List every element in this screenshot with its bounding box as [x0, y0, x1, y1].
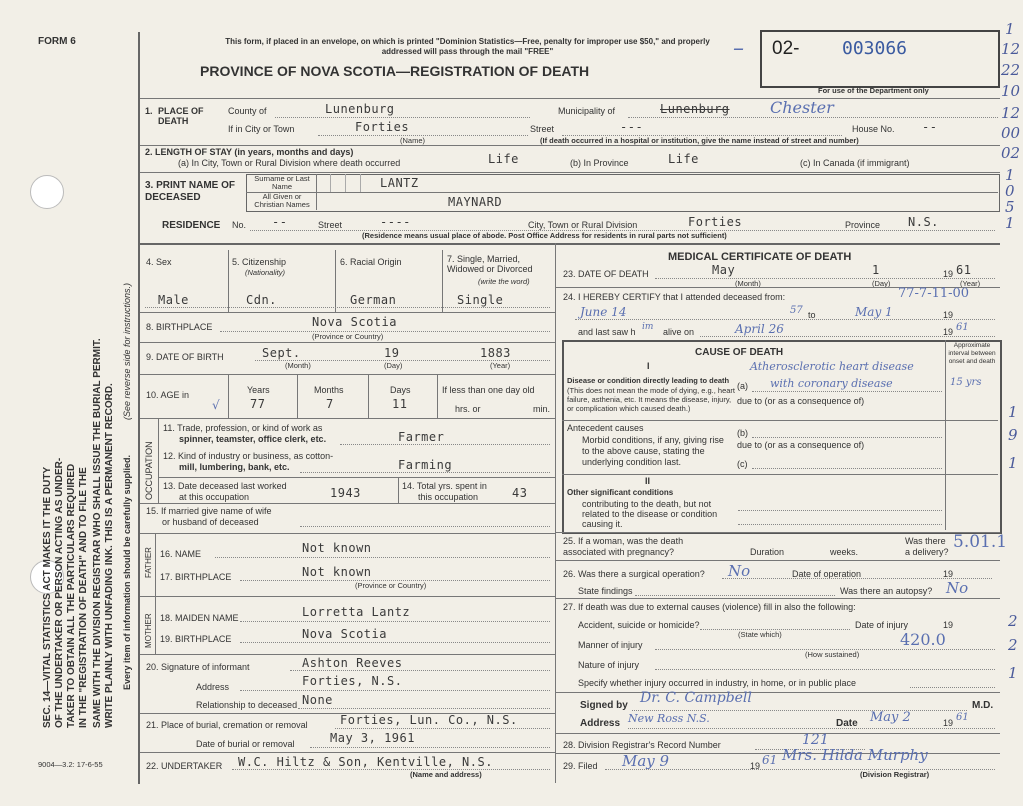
trade-value: Farmer [398, 430, 445, 444]
residence-label: RESIDENCE [162, 220, 221, 231]
dob-year-label: (Year) [490, 361, 511, 370]
how-label: (How sustained) [805, 650, 860, 659]
date-injury-label: Date of injury [855, 620, 909, 630]
dept-use: For use of the Department only [818, 86, 929, 95]
signed-hw: Dr. C. Campbell [640, 690, 752, 706]
last-saw-label: and last saw h [578, 327, 636, 337]
rule [555, 598, 1000, 599]
rule [437, 374, 438, 418]
rule [335, 728, 550, 729]
filed-yr-prefix: 19 [750, 761, 761, 771]
residence-city: Forties [688, 215, 743, 229]
side-notice-line1: SEC. 14—VITAL STATISTICS ACT MAKES IT THE DUTY [42, 466, 53, 728]
margin-num-16: 1 [1008, 664, 1018, 682]
sig-date-hw: May 2 [870, 710, 911, 725]
surname-value: LANTZ [380, 176, 419, 190]
given-value: MAYNARD [448, 195, 503, 209]
rule [655, 278, 995, 279]
racial-label: 6. Racial Origin [340, 257, 402, 267]
margin-num-10: 1 [1005, 214, 1015, 232]
rule [368, 374, 369, 418]
undertaker-label: 22. UNDERTAKER [146, 761, 223, 771]
rule [340, 444, 550, 445]
side-notice-line7: Every item of information should be carefully supplied. [122, 454, 132, 690]
residence-city-label: City, Town or Rural Division [528, 220, 638, 230]
due-to-a: due to (or as a consequence of) [737, 396, 865, 406]
rule [442, 250, 443, 312]
residence-note: (Residence means usual place of abode. Post Office Address for residents in rural parts not sufficient) [362, 231, 727, 240]
cause-a-hw: Atherosclerotic heart disease [750, 360, 914, 373]
industry-label: 12. Kind of industry or business, as cotton- [163, 451, 334, 461]
last-worked-value: 1943 [330, 486, 361, 500]
stay-b-label: (b) In Province [570, 158, 629, 168]
rule [140, 533, 555, 534]
birthplace-value: Nova Scotia [312, 315, 397, 329]
municipality-label: Municipality of [558, 106, 616, 116]
filed-hw: May 9 [622, 752, 670, 770]
rule [240, 690, 550, 691]
filed-label: 29. Filed [563, 761, 598, 771]
immediate-label: Disease or condition directly leading to death [567, 376, 730, 385]
due-to-b: due to (or as a consequence of) [737, 440, 865, 450]
medical-title: MEDICAL CERTIFICATE OF DEATH [668, 251, 852, 263]
industry-value: Farming [398, 458, 453, 472]
place-label: PLACE OF DEATH [158, 106, 204, 126]
dob-year: 1883 [480, 346, 511, 360]
side-notice-line6: WRITE PLAINLY WITH UNFADING INK. THIS IS A PERMANENT RECORD. [104, 383, 115, 728]
findings-label: State findings [578, 586, 633, 596]
rule [158, 477, 555, 478]
cause-b-label: (b) [737, 428, 748, 438]
rule [562, 474, 998, 475]
dod-day-label: (Day) [872, 279, 891, 288]
father-birthplace-label: 17. BIRTHPLACE [160, 572, 232, 582]
rule [910, 687, 995, 688]
rule [246, 192, 998, 193]
delivery-label: Was there a delivery? [905, 536, 949, 557]
hospital-note: (If death occurred in a hospital or institution, give the name instead of street and number) [540, 136, 859, 145]
marital-value: Single [457, 293, 504, 307]
mother-birthplace: Nova Scotia [302, 627, 387, 641]
days-value: 11 [392, 397, 408, 411]
dod-year-prefix: 19 [943, 269, 954, 279]
rule [240, 642, 550, 643]
last-worked-label: 13. Date deceased last worked [163, 481, 287, 491]
woman-label: 25. If a woman, was the death associated with pregnancy? [563, 536, 684, 557]
cause-a-interval: 15 yrs [950, 377, 982, 388]
birthplace-sub: (Province or Country) [312, 332, 384, 341]
hrs-label: hrs. or [455, 404, 481, 414]
form-id: FORM 6 [38, 36, 76, 47]
rule [316, 174, 317, 210]
margin-num-3: 10 [1001, 82, 1021, 100]
street-value: --- [620, 120, 644, 134]
rule [140, 503, 555, 504]
municipality-value: Lunenburg [660, 102, 730, 116]
marital-sub: (write the word) [478, 277, 530, 286]
print-name-label: 3. PRINT NAME OF DECEASED [145, 180, 236, 203]
citizenship-value: Cdn. [246, 293, 277, 307]
section1: I [647, 361, 650, 371]
residence-province-label: Province [845, 220, 881, 230]
alive-label: alive on [663, 327, 695, 337]
rule [215, 557, 550, 558]
occupation-side-label: OCCUPATION [144, 441, 154, 500]
years-value: 77 [250, 397, 266, 411]
antecedent-label: Antecedent causes [567, 423, 644, 433]
months-label: Months [314, 385, 344, 395]
racial-value: German [350, 293, 397, 307]
attend-to: May 1 [855, 305, 893, 319]
envelope-notice: This form, if placed in an envelope, on which is printed "Dominion Statistics—Free, penalty for improper use $50," and properly addressed will pass through the mail "FREE" [225, 37, 710, 56]
cause-c-label: (c) [737, 459, 748, 469]
house-value: -- [922, 120, 938, 134]
informant-address-label: Address [196, 682, 230, 692]
residence-street-label: Street [318, 220, 343, 230]
dod-year: 61 [956, 263, 972, 277]
rule [140, 145, 1000, 146]
county-label: County of [228, 106, 267, 116]
stay-b-value: Life [668, 152, 699, 166]
rule [945, 340, 946, 530]
section2: II [645, 476, 651, 486]
other-note: contributing to the death, but not related to the disease or condition causing it. [582, 499, 718, 529]
father-birthplace: Not known [302, 565, 372, 579]
surgery-value: No [728, 562, 751, 580]
rule [228, 250, 229, 312]
sig-address-hw: New Ross N.S. [628, 712, 710, 725]
rule [738, 510, 942, 511]
marital-label: 7. Single, Married, Widowed or Divorced [447, 254, 533, 274]
rule [140, 752, 555, 753]
side-notice-line5: SAME WITH THE DIVISION REGISTRAR WHO SHALL ISSUE THE BURIAL PERMIT. [92, 338, 103, 728]
interval-label: Approximate interval between onset and death [948, 342, 996, 365]
cause-title: CAUSE OF DEATH [695, 347, 784, 358]
trade-label: 11. Trade, profession, or kind of work as [163, 423, 323, 433]
nature-label: Nature of injury [578, 660, 640, 670]
relationship-value: None [302, 693, 333, 707]
years-label: Years [247, 385, 270, 395]
operation-yr-prefix: 19 [943, 569, 954, 579]
rule [335, 250, 336, 312]
burial-place: Forties, Lun. Co., N.S. [340, 713, 518, 727]
rule [555, 560, 1000, 561]
record-label: 28. Division Registrar's Record Number [563, 740, 721, 750]
dob-month-label: (Month) [285, 361, 311, 370]
residence-street: ---- [380, 215, 411, 229]
undertaker-value: W.C. Hiltz & Son, Kentville, N.S. [238, 755, 493, 769]
rule [140, 654, 555, 655]
residence-province: N.S. [908, 215, 939, 229]
immediate-note: (This does not mean the mode of dying, e.g., heart failure, asthenia, etc. It means the disease, injury, or complication which caused death.) [567, 386, 736, 413]
rule [738, 524, 942, 525]
rule [140, 98, 1000, 99]
dob-month: Sept. [262, 346, 301, 360]
certify-label: 24. I HEREBY CERTIFY that I attended deceased from: [563, 292, 786, 302]
rule [145, 307, 550, 308]
accident-label: Accident, suicide or homicide? [578, 620, 700, 630]
informant-address: Forties, N.S. [302, 674, 403, 688]
rule [752, 391, 942, 392]
citizenship-label: 5. Citizenship [232, 257, 287, 267]
form-title: PROVINCE OF NOVA SCOTIA—REGISTRATION OF DEATH [200, 63, 590, 79]
margin-num-1: 12 [1001, 40, 1021, 58]
record-value: 121 [802, 732, 829, 748]
margin-num-2: 22 [1001, 61, 1021, 79]
injury-yr-prefix: 19 [943, 620, 954, 630]
dob-day-label: (Day) [384, 361, 403, 370]
margin-num-13: 1 [1008, 454, 1018, 472]
rule [140, 243, 1000, 245]
certify-hw: 77-7-11-00 [898, 286, 970, 301]
birthplace-label: 8. BIRTHPLACE [146, 322, 213, 332]
mother-maiden: Lorretta Lantz [302, 605, 411, 619]
state-which: (State which) [738, 630, 782, 639]
other-label: Other significant conditions [567, 488, 674, 497]
rule [752, 437, 942, 438]
attend-from: June 14 [580, 305, 627, 319]
margin-num-12: 9 [1008, 426, 1018, 444]
rule [555, 733, 1000, 734]
rule [140, 172, 1000, 173]
attend-from-yr: 57 [790, 305, 803, 316]
industry-label2: mill, lumbering, bank, etc. [179, 462, 290, 472]
rule [635, 595, 835, 596]
margin-num-15: 2 [1008, 636, 1018, 654]
operation-date-label: Date of operation [792, 569, 862, 579]
mother-birthplace-label: 19. BIRTHPLACE [160, 634, 232, 644]
side-notice-line2: OF THE UNDERTAKER OR PERSON ACTING AS UNDER- [54, 457, 65, 728]
margin-num-8: 0 [1005, 182, 1015, 200]
residence-no: -- [272, 215, 288, 229]
punch-hole-top [30, 175, 64, 209]
sig-yr-prefix: 19 [943, 718, 954, 728]
less-day-label: If less than one day old [442, 385, 535, 395]
dod-month: May [712, 263, 736, 277]
margin-num-9: 5 [1005, 198, 1015, 216]
margin-num-0: 1 [1005, 20, 1015, 38]
margin-num-7: 1 [1005, 166, 1015, 184]
total-years-label2: this occupation [418, 492, 479, 502]
stay-label: 2. LENGTH OF STAY (in years, months and days) [145, 147, 354, 157]
rule [155, 596, 156, 654]
burial-place-label: 21. Place of burial, cremation or removal [146, 720, 308, 730]
mother-side-label: MOTHER [144, 613, 153, 648]
father-name: Not known [302, 541, 372, 555]
residence-no-label: No. [232, 220, 247, 230]
dash-mark: – [733, 36, 744, 61]
margin-num-5: 00 [1001, 124, 1021, 142]
sig-address-label: Address [580, 718, 621, 729]
margin-num-11: 1 [1008, 403, 1018, 421]
rule [290, 670, 550, 671]
dod-label: 23. DATE OF DEATH [563, 269, 649, 279]
alive-yr-hw: 61 [956, 322, 969, 333]
city-name-label: (Name) [400, 136, 426, 145]
rule [275, 117, 530, 118]
dod-month-label: (Month) [735, 279, 761, 288]
rule [700, 336, 995, 337]
rule [628, 728, 995, 729]
informant-sig: Ashton Reeves [302, 656, 403, 670]
rule [240, 621, 550, 622]
sig-yr-hw: 61 [956, 712, 969, 723]
rule [140, 418, 555, 419]
spouse-label2: or husband of deceased [162, 517, 259, 527]
rule [297, 374, 298, 418]
cause-a-hw2: with coronary disease [770, 377, 893, 390]
form-code: 9004—3.2: 17-6-55 [38, 760, 103, 769]
undertaker-sub: (Name and address) [410, 770, 482, 779]
house-label: House No. [852, 124, 895, 134]
dob-day: 19 [384, 346, 400, 360]
rule [155, 533, 156, 596]
duration-label: Duration [750, 547, 785, 557]
min-label: min. [533, 404, 551, 414]
surgery-label: 26. Was there a surgical operation? [563, 569, 705, 579]
column-divider [555, 243, 556, 783]
margin-num-4: 12 [1001, 104, 1021, 122]
rule [140, 312, 555, 313]
street-label: Street [530, 124, 555, 134]
rule [158, 418, 159, 503]
external-label: 27. If death was due to external causes (violence) fill in also the following: [563, 602, 856, 612]
stamp-5011: 5.01.1 [953, 532, 1008, 552]
spouse-label: 15. If married give name of wife [146, 506, 272, 516]
burial-date: May 3, 1961 [330, 731, 415, 745]
city-label: If in City or Town [228, 124, 295, 134]
rule [140, 596, 555, 597]
rule [655, 669, 995, 670]
rule [220, 331, 550, 332]
trade-label2: spinner, teamster, office clerk, etc. [179, 434, 327, 444]
age-check: √ [212, 398, 220, 412]
municipality-hw: Chester [770, 98, 834, 117]
dod-year-label: (Year) [960, 279, 981, 288]
dod-day: 1 [872, 263, 880, 277]
given-label: All Given or Christian Names [254, 192, 310, 209]
side-notice-line8: (See reverse side for instructions.) [122, 282, 132, 420]
rule [232, 769, 550, 770]
reg-number: 003066 [842, 38, 908, 59]
months-value: 7 [326, 397, 334, 411]
stay-a-value: Life [488, 152, 519, 166]
city-value: Forties [355, 120, 410, 134]
reg-prefix: 02- [772, 38, 800, 59]
filed-yr: 61 [762, 753, 778, 767]
specify-label: Specify whether injury occurred in industry, in home, or in public place [578, 678, 856, 688]
antecedent-note: Morbid conditions, if any, giving rise to the above cause, stating the underlying condition last. [582, 435, 724, 467]
father-side-label: FATHER [144, 547, 153, 578]
total-years-value: 43 [512, 486, 528, 500]
rule [140, 342, 555, 343]
days-label: Days [390, 385, 411, 395]
rule [628, 117, 998, 118]
father-birthplace-sub: (Province or Country) [355, 581, 427, 590]
rule [310, 747, 550, 748]
stay-a-label: (a) In City, Town or Rural Division where death occurred [178, 158, 401, 168]
margin-num-14: 2 [1008, 612, 1018, 630]
alive-yr-prefix: 19 [943, 327, 954, 337]
relationship-label: Relationship to deceased [196, 700, 298, 710]
weeks-label: weeks. [830, 547, 859, 557]
code-4200: 420.0 [900, 630, 946, 649]
autopsy-label: Was there an autopsy? [840, 586, 933, 596]
stay-c-label: (c) In Canada (if immigrant) [800, 158, 910, 168]
citizenship-sub: (Nationality) [245, 268, 286, 277]
rule [300, 472, 550, 473]
surname-label: Surname or Last Name [254, 174, 310, 191]
registrar-sub: (Division Registrar) [860, 770, 930, 779]
attend-to-yr-prefix: 19 [943, 310, 954, 320]
rule [140, 374, 555, 375]
md-label: M.D. [972, 700, 994, 711]
registration-number-box [760, 30, 1000, 88]
rule [398, 477, 399, 503]
sex-label: 4. Sex [146, 257, 172, 267]
rule [562, 420, 998, 421]
dob-label: 9. DATE OF BIRTH [146, 352, 224, 362]
last-worked-label2: at this occupation [179, 492, 250, 502]
county-value: Lunenburg [325, 102, 395, 116]
signed-label: Signed by [580, 700, 628, 711]
rule [345, 174, 346, 192]
burial-date-label: Date of burial or removal [196, 739, 295, 749]
rule [605, 769, 995, 770]
informant-sig-label: 20. Signature of informant [146, 662, 250, 672]
rule [300, 526, 550, 527]
rule [360, 174, 361, 192]
sig-date-label: Date [836, 718, 858, 729]
to-label: to [808, 310, 816, 320]
rule [752, 468, 942, 469]
mother-maiden-label: 18. MAIDEN NAME [160, 613, 239, 623]
rule [632, 710, 967, 711]
margin-num-6: 02 [1001, 144, 1021, 162]
rule [555, 692, 1000, 693]
age-label: 10. AGE in [146, 390, 190, 400]
cause-a-label: (a) [737, 381, 748, 391]
autopsy-value: No [946, 579, 969, 597]
alive-on: April 26 [735, 322, 784, 336]
registrar-hw: Mrs. Hilda Murphy [782, 746, 928, 764]
last-saw-hw: im [642, 322, 654, 332]
sex-value: Male [158, 293, 189, 307]
rule [575, 319, 995, 320]
place-label-num: 1. [145, 106, 153, 116]
manner-label: Manner of injury [578, 640, 643, 650]
side-notice-line4: IN THE "REGISTRATION OF DEATH" AND TO FILE THE [78, 467, 89, 728]
father-name-label: 16. NAME [160, 549, 202, 559]
rule [228, 374, 229, 418]
rule [330, 174, 331, 192]
rule [298, 708, 550, 709]
side-notice-line3: TAKER TO OBTAIN ALL THE PARTICULARS REQUIRED [66, 463, 77, 728]
rule [555, 532, 1000, 533]
total-years-label: 14. Total yrs. spent in [402, 481, 487, 491]
